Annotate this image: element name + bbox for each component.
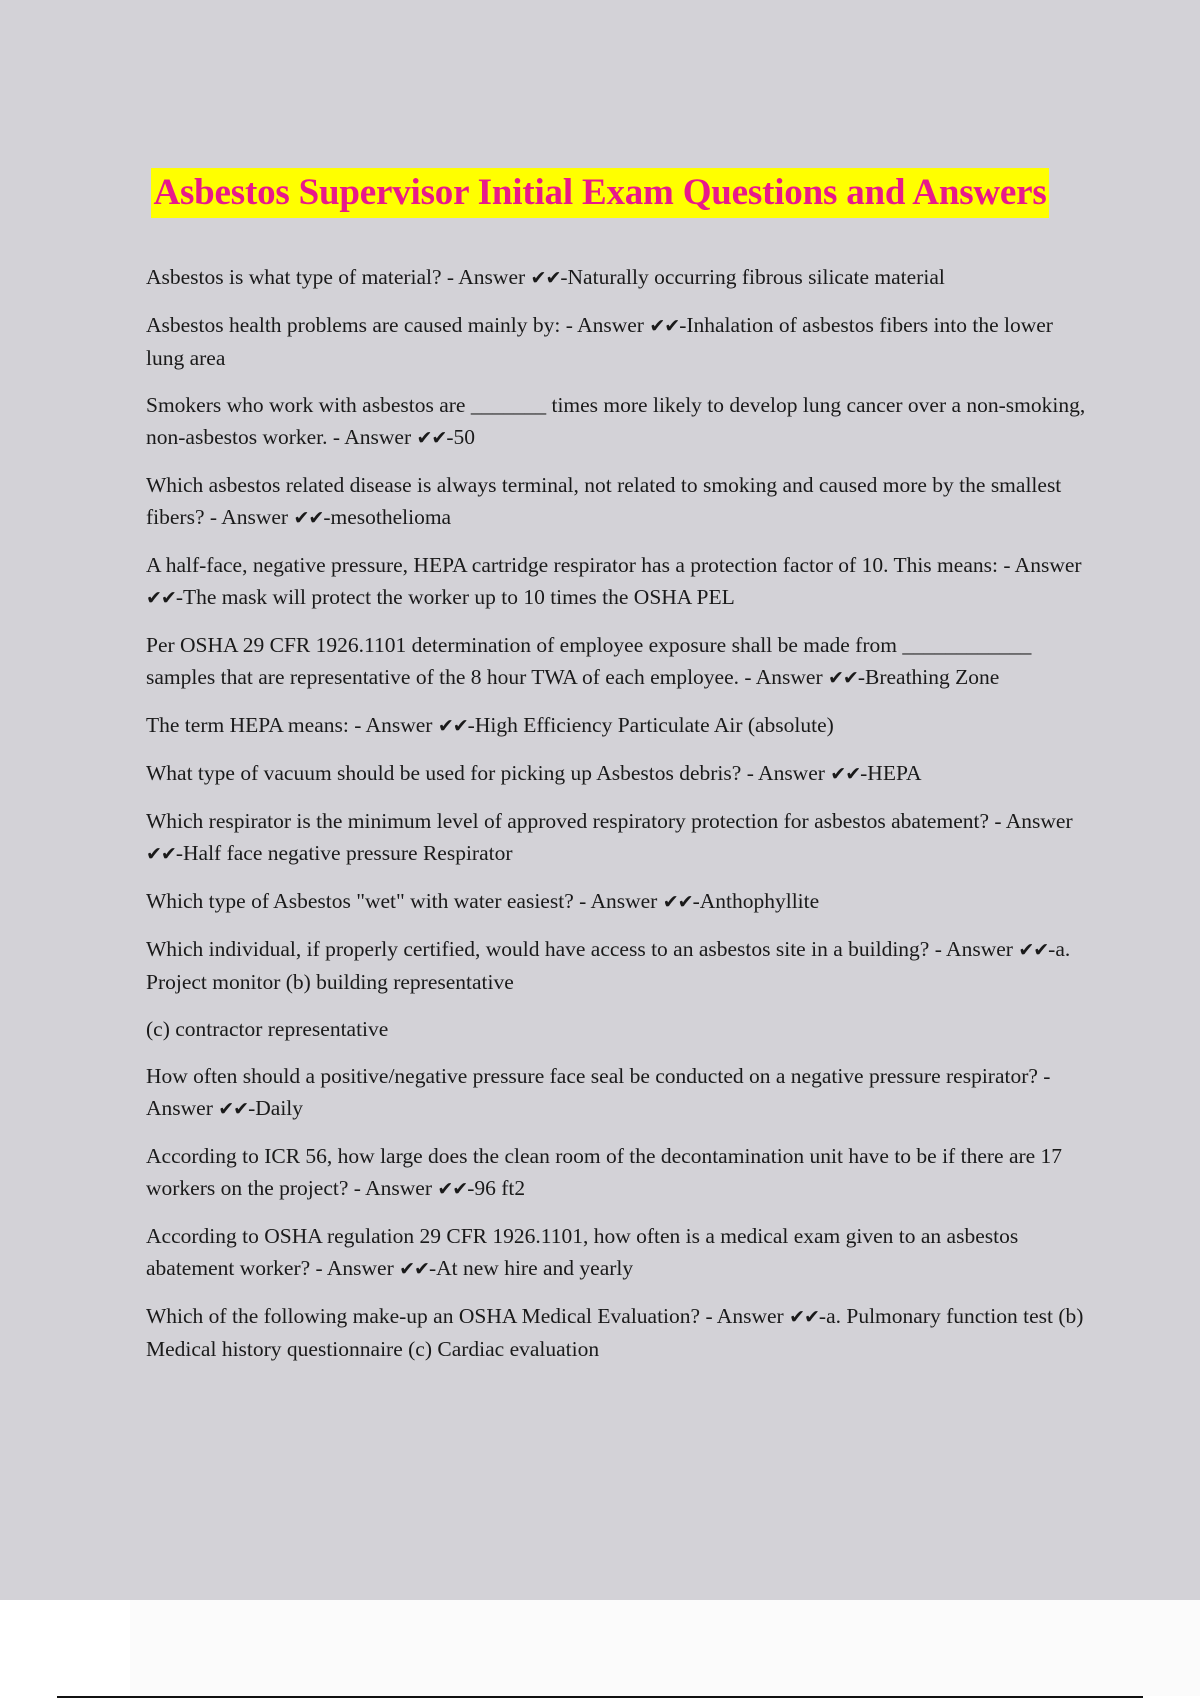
question-text: Asbestos is what type of material? - Answer	[146, 265, 531, 289]
answer-text: -Inhalation of asbestos fibers into the lower lung area	[146, 313, 1053, 370]
answer-text: -Daily	[248, 1096, 304, 1120]
qa-item	[146, 309, 1086, 374]
double-checkmark-icon: ✔✔	[789, 1306, 819, 1328]
answer-continuation	[146, 1013, 1086, 1045]
double-checkmark-icon: ✔✔	[416, 427, 447, 449]
qa-item	[146, 709, 1086, 742]
qa-item	[146, 261, 1086, 294]
qa-item	[146, 1300, 1086, 1365]
question-text: According to ICR 56, how large does the clean room of the decontamination unit have to be if there are 17 workers on the project? - Answer	[146, 1144, 1063, 1200]
double-checkmark-icon: ✔✔	[146, 587, 176, 609]
qa-item	[146, 885, 1086, 918]
question-text: Which type of Asbestos "wet" with water easiest? - Answer	[146, 889, 663, 913]
double-checkmark-icon: ✔✔	[437, 1178, 468, 1200]
question-text: According to OSHA regulation 29 CFR 1926.1101, how often is a medical exam given to an asbestos abatement worker? - Answer	[146, 1224, 1019, 1280]
answer-text: -a. Pulmonary function test (b) Medical history questionnaire (c) Cardiac evaluation	[146, 1304, 1084, 1361]
double-checkmark-icon: ✔✔	[146, 843, 176, 865]
question-text-continued: times more likely to develop lung cancer over a non-smoking, non-asbestos worker. - Answer	[146, 393, 1086, 449]
answer-text: -a. Project monitor (b) building representative	[146, 937, 1071, 994]
double-checkmark-icon: ✔✔	[218, 1098, 249, 1120]
qa-list	[146, 261, 1086, 1380]
double-checkmark-icon: ✔✔	[830, 763, 861, 785]
question-text: What type of vacuum should be used for picking up Asbestos debris? - Answer	[146, 761, 831, 785]
answer-text: -The mask will protect the worker up to 10 times the OSHA PEL	[175, 585, 735, 609]
qa-item	[146, 549, 1086, 614]
answer-text: -Anthophyllite	[692, 889, 820, 913]
qa-item	[146, 805, 1086, 870]
double-checkmark-icon: ✔✔	[293, 507, 324, 529]
qa-item	[146, 1220, 1086, 1285]
qa-item	[146, 757, 1086, 790]
qa-item	[146, 389, 1086, 454]
double-checkmark-icon: ✔✔	[828, 667, 858, 689]
question-text: Which of the following make-up an OSHA Medical Evaluation? - Answer	[146, 1304, 790, 1328]
qa-item	[146, 469, 1086, 534]
question-text: Which individual, if properly certified, would have access to an asbestos site in a building? - Answer	[146, 937, 1019, 961]
bottom-band	[130, 1600, 1200, 1696]
document-title: Asbestos Supervisor Initial Exam Questions and Answers	[151, 168, 1048, 218]
question-text-continued: samples that are representative of the 8 hour TWA of each employee. - Answer	[146, 665, 828, 689]
double-checkmark-icon: ✔✔	[437, 715, 468, 737]
bottom-divider	[57, 1696, 1143, 1698]
title-container	[0, 168, 1200, 218]
question-text: Which respirator is the minimum level of approved respiratory protection for asbestos abatement? - Answer	[146, 809, 1073, 833]
answer-text: -HEPA	[860, 761, 922, 785]
answer-text: -96 ft2	[467, 1176, 526, 1200]
qa-item	[146, 629, 1086, 694]
qa-item	[146, 933, 1086, 998]
answer-text: -Breathing Zone	[857, 665, 1000, 689]
question-text: The term HEPA means: - Answer	[146, 713, 438, 737]
double-checkmark-icon: ✔✔	[399, 1258, 429, 1280]
double-checkmark-icon: ✔✔	[530, 267, 561, 289]
answer-text: -50	[446, 425, 476, 449]
question-text: Smokers who work with asbestos are	[146, 393, 471, 417]
answer-text: -mesothelioma	[323, 505, 452, 529]
qa-item	[146, 1140, 1086, 1205]
answer-text: (c) contractor representative	[146, 1017, 389, 1041]
answer-text: -High Efficiency Particulate Air (absolute)	[467, 713, 834, 737]
qa-item	[146, 1060, 1086, 1125]
answer-text: -Naturally occurring fibrous silicate material	[560, 265, 945, 289]
question-text: Per OSHA 29 CFR 1926.1101 determination of employee exposure shall be made from	[146, 633, 903, 657]
question-text: How often should a positive/negative pressure face seal be conducted on a negative pressure respirator? - Answer	[146, 1064, 1051, 1120]
double-checkmark-icon: ✔✔	[649, 315, 680, 337]
fill-in-blank: ____________	[902, 633, 1032, 657]
question-text: A half-face, negative pressure, HEPA cartridge respirator has a protection factor of 10. This means: - Answer	[146, 553, 1082, 577]
question-text: Asbestos health problems are caused mainly by: - Answer	[146, 313, 650, 337]
double-checkmark-icon: ✔✔	[1018, 939, 1049, 961]
fill-in-blank: _______	[470, 393, 547, 417]
answer-text: -At new hire and yearly	[428, 1256, 634, 1280]
answer-text: -Half face negative pressure Respirator	[175, 841, 513, 865]
double-checkmark-icon: ✔✔	[662, 891, 693, 913]
question-text: Which asbestos related disease is always terminal, not related to smoking and caused more by the smallest fibers? - Answer	[146, 473, 1062, 529]
